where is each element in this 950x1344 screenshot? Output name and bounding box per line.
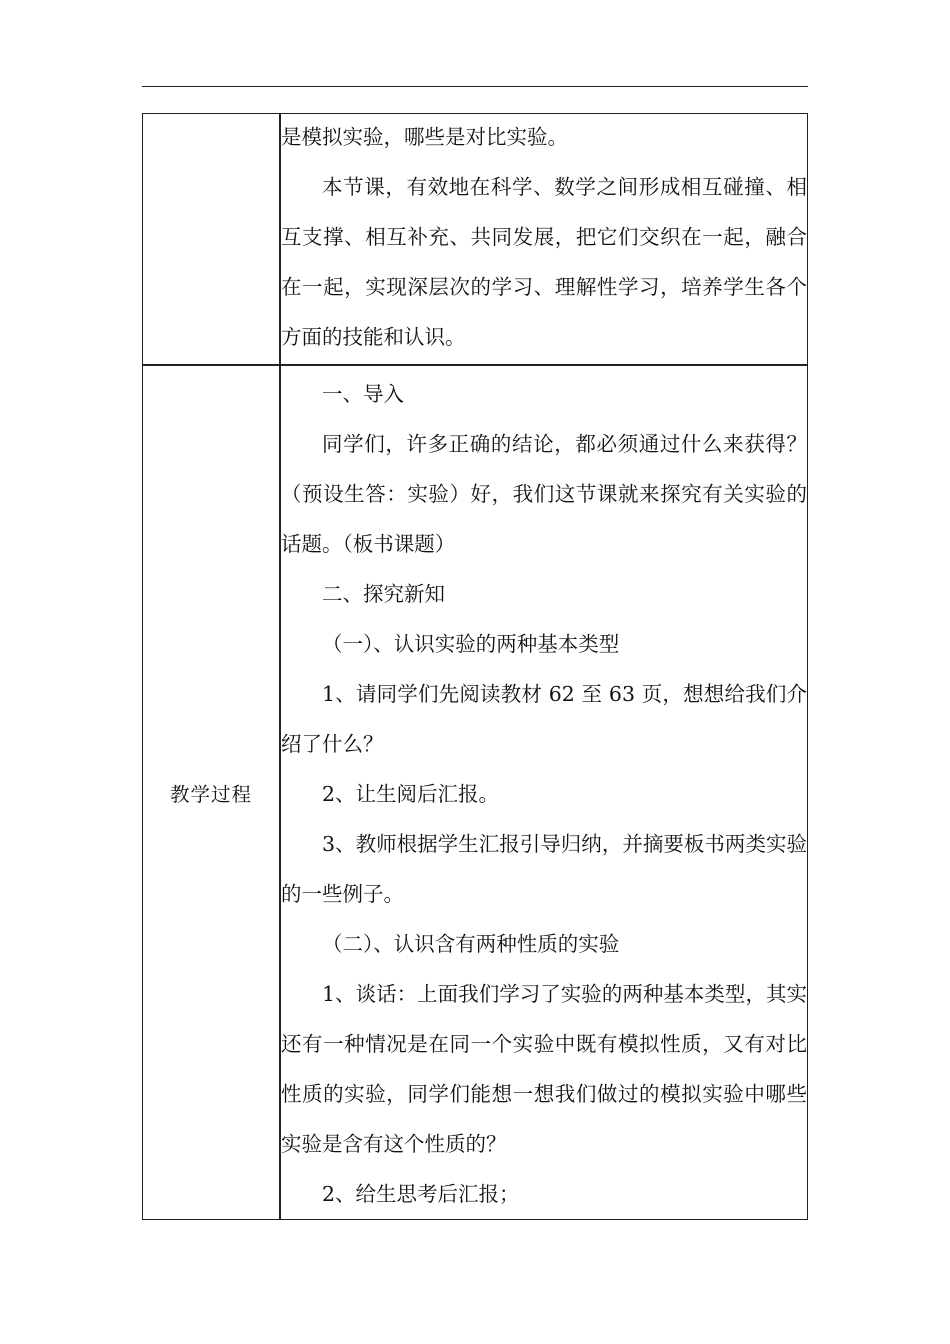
paragraph: 是模拟实验，哪些是对比实验。 <box>281 125 568 149</box>
teaching-process-content-cell <box>280 365 808 1220</box>
lesson-plan-table <box>142 113 808 1220</box>
table-row-reflection <box>143 114 808 366</box>
subsection-heading: （一）、认识实验的两种基本类型 <box>322 632 620 656</box>
header-rule <box>142 86 808 87</box>
reflection-content-cell <box>280 114 808 366</box>
paragraph: 1、谈话：上面我们学习了实验的两种基本类型，其实还有一种情况是在同一个实验中既有模拟性质，又有对比性质的实验，同学们能想一想我们做过的模拟实验中哪些实验是含有这个性质的？ <box>281 982 807 1156</box>
paragraph: 本节课，有效地在科学、数学之间形成相互碰撞、相互支撑、相互补充、共同发展，把它们交织在一起，融合在一起，实现深层次的学习、理解性学习，培养学生各个方面的技能和认识。 <box>281 175 807 349</box>
paragraph: 3、教师根据学生汇报引导归纳，并摘要板书两类实验的一些例子。 <box>281 832 807 906</box>
table-row-teaching-process <box>143 365 808 1220</box>
section-heading-intro: 一、导入 <box>322 382 404 406</box>
section-heading-explore: 二、探究新知 <box>322 582 445 606</box>
paragraph: 1、请同学们先阅读教材 62 至 63 页，想想给我们介绍了什么？ <box>281 682 807 756</box>
row-label-teaching-process: 教学过程 <box>143 365 281 1220</box>
subsection-heading: （二）、认识含有两种性质的实验 <box>322 932 620 956</box>
paragraph: 2、给生思考后汇报； <box>322 1182 520 1206</box>
row-label-cell <box>143 114 281 366</box>
paragraph: 同学们，许多正确的结论，都必须通过什么来获得？（预设生答：实验）好，我们这节课就来探究有关实验的话题。（板书课题） <box>281 432 807 556</box>
paragraph: 2、让生阅后汇报。 <box>322 782 500 806</box>
